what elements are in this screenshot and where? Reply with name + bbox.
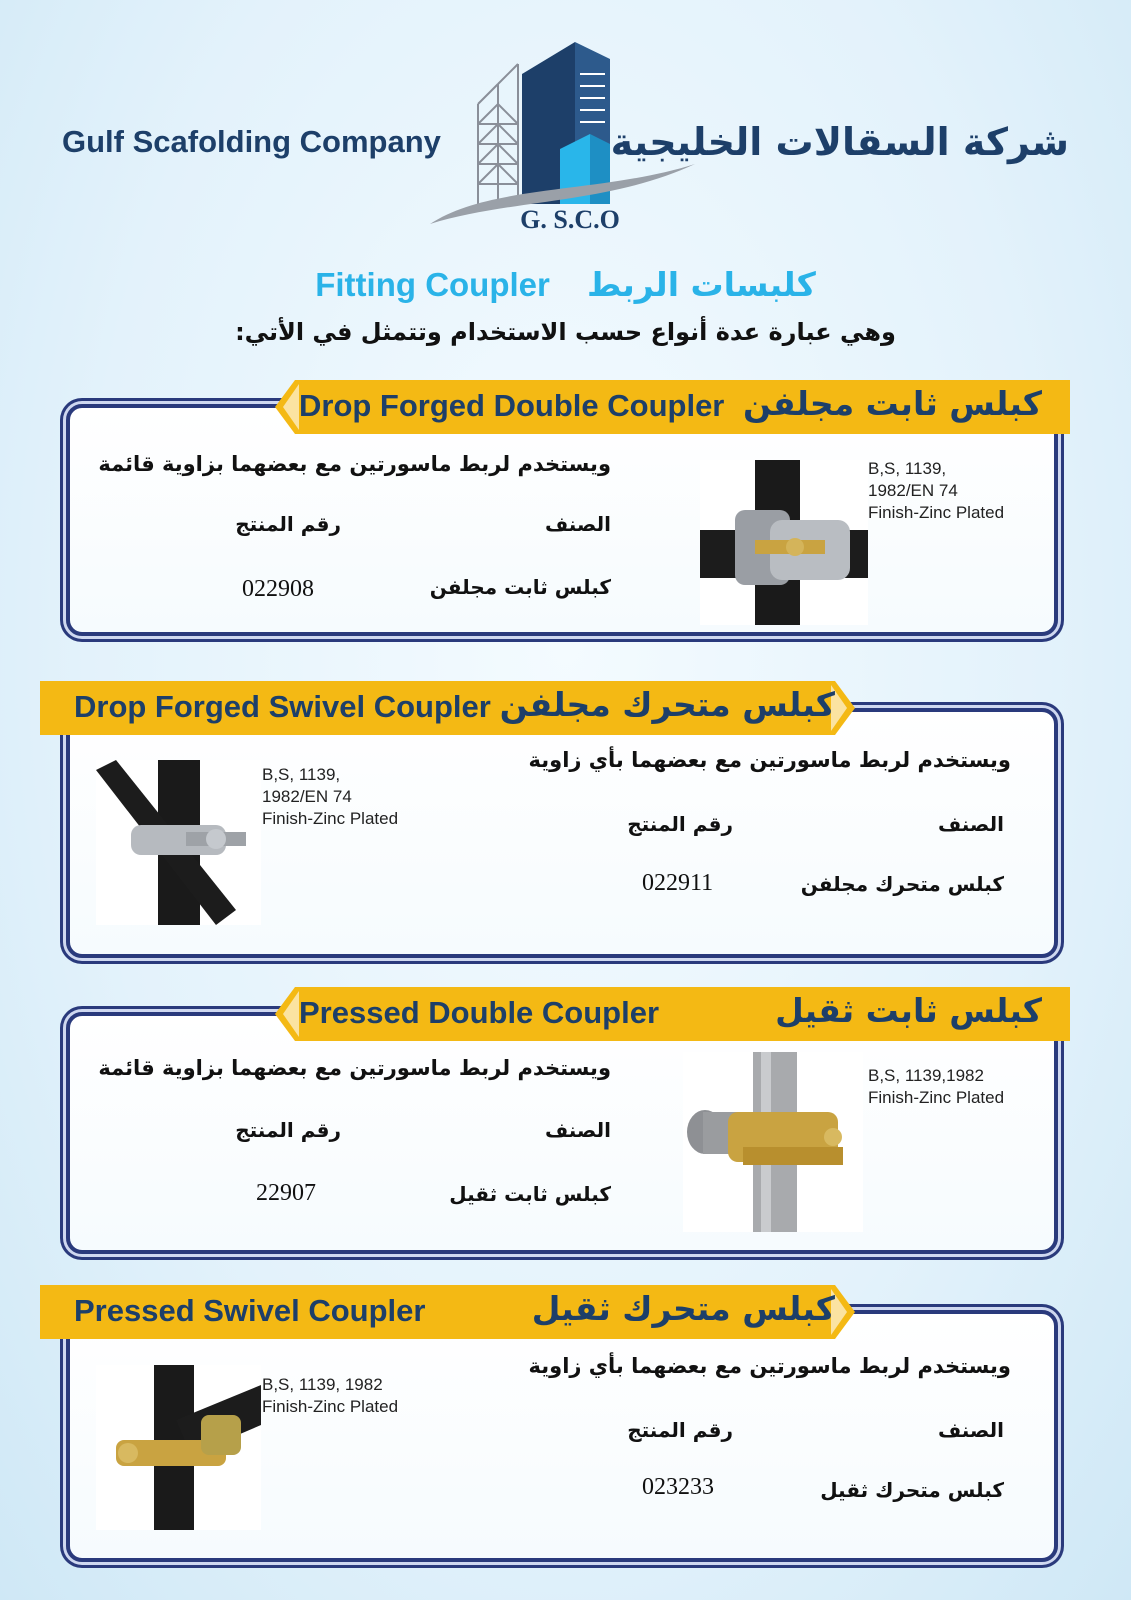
product-title-english: Drop Forged Double Coupler [299, 388, 725, 423]
category-value: كبلس متحرك مجلفن [800, 872, 1004, 896]
category-label: الصنف [544, 512, 611, 536]
product-title-english: Pressed Swivel Coupler [74, 1293, 426, 1328]
company-name-arabic: شركة السقالات الخليجية [610, 120, 1069, 164]
product-number: 022911 [642, 870, 714, 896]
product-specs: B,S, 1139, 1982/EN 74 Finish-Zinc Plated [262, 765, 399, 828]
product-number-label: رقم المنتج [627, 812, 733, 836]
product-number-label: رقم المنتج [627, 1418, 733, 1442]
product-title-english: Drop Forged Swivel Coupler [74, 689, 491, 724]
product-description: ويستخدم لربط ماسورتين مع بعضهما بأي زاوية [528, 1354, 1011, 1378]
product-specs: B,S, 1139,1982 Finish-Zinc Plated [868, 1066, 1005, 1107]
product-title-arabic: كبلس ثابت ثقيل [775, 991, 1042, 1030]
product-number: 023233 [642, 1474, 714, 1500]
product-title-arabic: كبلس متحرك ثقيل [531, 1289, 835, 1328]
category-value: كبلس ثابت مجلفن [429, 575, 611, 599]
product-banner [40, 681, 855, 735]
product-banner [275, 380, 1070, 434]
document-title-arabic: كلبسات الربط [587, 265, 816, 304]
product-title-arabic: كبلس ثابت مجلفن [743, 384, 1042, 423]
category-label: الصنف [544, 1118, 611, 1142]
product-specs: B,S, 1139, 1982 Finish-Zinc Plated [262, 1375, 399, 1416]
category-label: الصنف [937, 812, 1004, 836]
product-title-arabic: كبلس متحرك مجلفن [499, 685, 835, 724]
scaffold-building-logo-icon [430, 34, 710, 239]
category-value: كبلس متحرك ثقيل [820, 1478, 1004, 1502]
product-description: ويستخدم لربط ماسورتين مع بعضهما بأي زاوية [528, 748, 1011, 772]
product-banner [40, 1285, 855, 1339]
category-value: كبلس ثابت ثقيل [449, 1182, 611, 1206]
product-photo-drop-forged-double [700, 460, 868, 625]
product-photo-pressed-swivel [96, 1365, 261, 1530]
product-photo-drop-forged-swivel [96, 760, 261, 925]
document-subtitle: وهي عبارة عدة أنواع حسب الاستخدام وتتمثل في الأتي: [235, 318, 896, 346]
product-photo-pressed-double [683, 1052, 863, 1232]
document-title [0, 265, 1131, 304]
product-title-english: Pressed Double Coupler [299, 995, 660, 1030]
product-number-label: رقم المنتج [235, 1118, 341, 1142]
product-number: 22907 [256, 1180, 316, 1206]
product-description: ويستخدم لربط ماسورتين مع بعضهما بزاوية قائمة [98, 452, 611, 476]
logo-text: G. S.C.O [520, 205, 620, 234]
category-label: الصنف [937, 1418, 1004, 1442]
product-specs: B,S, 1139, 1982/EN 74 Finish-Zinc Plated [868, 459, 1005, 522]
product-description: ويستخدم لربط ماسورتين مع بعضهما بزاوية قائمة [98, 1056, 611, 1080]
product-number-label: رقم المنتج [235, 512, 341, 536]
company-name-english: Gulf Scafolding Company [62, 124, 441, 159]
product-number: 022908 [242, 576, 314, 602]
product-banner [275, 987, 1070, 1041]
company-logo [430, 34, 710, 239]
document-title-english: Fitting Coupler [315, 266, 550, 303]
